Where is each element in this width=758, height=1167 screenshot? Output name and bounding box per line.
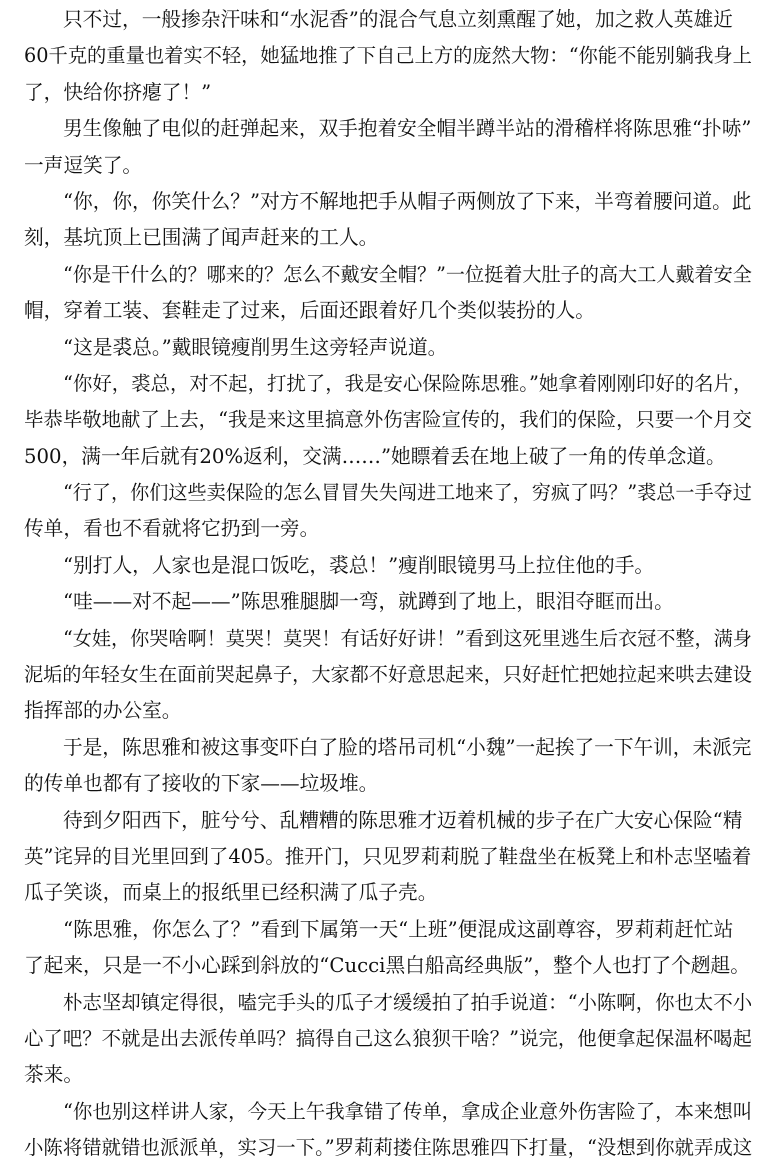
- paragraph-first-line: 只不过，一般掺杂汗味和“水泥香”的混合气息立刻熏醒了她，加之救人英雄近: [63, 8, 733, 31]
- paragraph-first-line: “你，你，你笑什么？”对方不解地把手从帽子两侧放了下来，半弯着腰问道。此: [63, 189, 752, 213]
- text-line: 瓜子笑谈，而桌上的报纸里已经积满了瓜子壳。: [24, 881, 438, 905]
- paragraph-first-line: “你是干什么的？哪来的？怎么不戴安全帽？”一位挺着大肚子的高大工人戴着安全: [63, 262, 752, 286]
- text-line: 了起来，只是一不小心踩到斜放的“Cucci黑白船高经典版”，整个人也打了个趔趄。: [24, 954, 750, 978]
- paragraph-first-line: “别打人，人家也是混口饭吃，裘总！”瘦削眼镜男马上拉住他的手。: [63, 553, 655, 577]
- paragraph-first-line: “你也别这样讲人家，今天上午我拿错了传单，拿成企业意外伤害险了，本来想叫: [63, 1099, 753, 1123]
- paragraph-first-line: 于是，陈思雅和被这事变吓白了脸的塔吊司机“小魏”一起挨了一下午训，未派完: [63, 735, 752, 759]
- paragraph-first-line: “哇——对不起——”陈思雅腿脚一弯，就蹲到了地上，眼泪夺眶而出。: [63, 590, 674, 614]
- paragraph-first-line: 男生像触了电似的赶弹起来，双手抱着安全帽半蹲半站的滑稽样将陈思雅“扑哧”: [63, 117, 752, 141]
- text-line: 指挥部的办公室。: [24, 699, 182, 723]
- text-line: 500，满一年后就有20%返利，交满……”她瞟着丢在地上破了一角的传单念道。: [24, 444, 726, 468]
- book-page-text: [24, 2, 754, 1167]
- text-line: 小陈将错就错也派派单，实习一下。”罗莉莉搂住陈思雅四下打量，“没想到你就弄成这: [24, 1136, 753, 1160]
- text-line: 60千克的重量也着实不轻，她猛地推了下自己上方的庞然大物：“你能不能别躺我身上: [24, 44, 752, 68]
- text-line: 心了吧？不就是出去派传单吗？搞得自己这么狼狈干啥？”说完，他便拿起保温杯喝起: [24, 1026, 752, 1050]
- text-line: 了，快给你挤瘪了！”: [24, 80, 212, 104]
- text-line: 茶来。: [24, 1063, 84, 1087]
- paragraph-first-line: “女娃，你哭啥啊！莫哭！莫哭！有话好好讲！”看到这死里逃生后衣冠不整，满身: [63, 626, 752, 650]
- paragraph-first-line: 朴志坚却镇定得很，嗑完手头的瓜子才缓缓拍了拍手说道：“小陈啊，你也太不小: [63, 990, 753, 1014]
- text-line: 帽，穿着工装、套鞋走了过来，后面还跟着好几个类似装扮的人。: [24, 299, 595, 323]
- text-line: 泥垢的年轻女生在面前哭起鼻子，大家都不好意思起来，只好赶忙把她拉起来哄去建设: [24, 663, 752, 687]
- paragraph-first-line: “你好，裘总，对不起，打扰了，我是安心保险陈思雅。”她拿着刚刚印好的名片，: [63, 371, 753, 395]
- paragraph-first-line: “陈思雅，你怎么了？”看到下属第一天“上班”便混成这副尊容，罗莉莉赶忙站: [63, 917, 734, 941]
- text-line: 英”诧异的目光里回到了405。推开门，只见罗莉莉脱了鞋盘坐在板凳上和朴志坚嗑着: [24, 844, 752, 868]
- text-line: 传单，看也不看就将它扔到一旁。: [24, 517, 320, 541]
- text-line: 的传单也都有了接收的下家——垃圾堆。: [24, 772, 379, 796]
- paragraph-first-line: “行了，你们这些卖保险的怎么冒冒失失闯进工地来了，穷疯了吗？”裘总一手夺过: [63, 481, 752, 505]
- paragraph-first-line: “这是裘总。”戴眼镜瘦削男生这旁轻声说道。: [63, 335, 448, 359]
- text-line: 刻，基坑顶上已围满了闻声赶来的工人。: [24, 226, 379, 250]
- text-line: 毕恭毕敬地献了上去，“我是来这里搞意外伤害险宣传的，我们的保险，只要一个月交: [24, 408, 752, 432]
- text-line: 一声逗笑了。: [24, 153, 143, 177]
- paragraph-first-line: 待到夕阳西下，脏兮兮、乱糟糟的陈思雅才迈着机械的步子在广大安心保险“精: [63, 808, 743, 832]
